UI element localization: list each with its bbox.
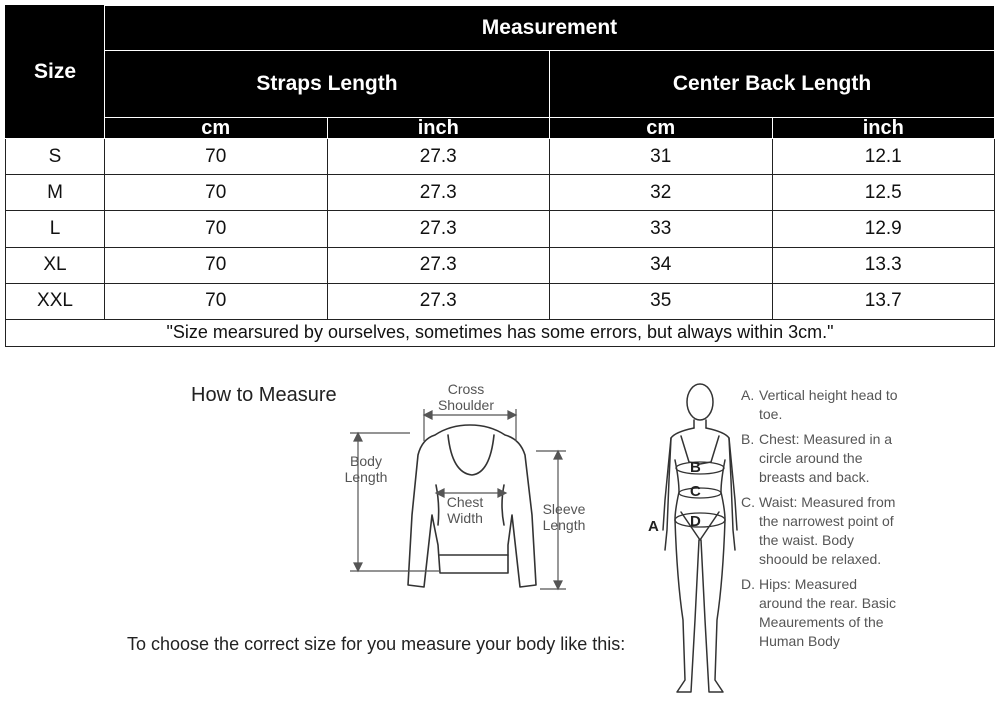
table-cell: 13.3 [772,247,995,283]
table-cell: 70 [105,247,328,283]
table-cell: 13.7 [772,283,995,319]
right-leg-outline [701,520,725,692]
table-cell: 34 [550,247,773,283]
measurement-note: "Size mearsured by ourselves, sometimes has some errors, but always within 3cm." [6,319,995,346]
head-outline [687,384,713,420]
table-row [6,139,995,175]
legend-text: Vertical height head to toe. [759,387,898,422]
unit-header: cm [105,118,328,139]
legend-key: C. [741,494,755,510]
size-cell: L [6,211,105,247]
size-chart-table [5,5,995,347]
size-column-header: Size [6,6,105,139]
measurement-header: Measurement [105,6,995,51]
legend-item [741,430,991,487]
garment-fold [436,485,439,525]
table-row [6,211,995,247]
note-row [6,319,995,346]
size-cell: XXL [6,283,105,319]
size-instruction: To choose the correct size for you measure your body like this: [127,634,626,654]
legend-key: A. [741,387,755,403]
table-cell: 31 [550,139,773,175]
table-cell: 27.3 [327,139,550,175]
body-point-c: C [690,483,701,500]
table-cell: 70 [105,139,328,175]
size-cell: M [6,175,105,211]
body-point-d: D [690,513,701,530]
table-cell: 27.3 [327,211,550,247]
table-cell: 27.3 [327,283,550,319]
table-cell: 27.3 [327,247,550,283]
table-cell: 12.1 [772,139,995,175]
straps-length-header: Straps Length [105,51,550,118]
legend-item [741,575,991,651]
unit-header: inch [327,118,550,139]
size-cell: S [6,139,105,175]
table-row [6,283,995,319]
size-cell: XL [6,247,105,283]
table-cell: 12.5 [772,175,995,211]
table-cell: 70 [105,283,328,319]
table-cell: 70 [105,211,328,247]
table-cell: 32 [550,175,773,211]
legend-text: Hips: Measured around the rear. Basic Meaurements of the Human Body [759,576,896,649]
body-point-a: A [648,518,659,535]
cross-shoulder-label: Cross Shoulder [437,381,495,413]
center-back-length-header: Center Back Length [550,51,995,118]
legend-item [741,386,991,424]
unit-header: inch [772,118,995,139]
body-point-b: B [690,459,701,476]
sleeve-length-label: Sleeve Length [542,501,586,533]
legend-key: D. [741,576,755,592]
how-to-measure-title: How to Measure [191,384,337,406]
body-figure [645,380,745,710]
table-row [6,247,995,283]
garment-neckline [448,435,494,475]
measurement-legend [741,386,991,657]
unit-header: cm [550,118,773,139]
neck-outline [694,420,706,428]
legend-item [741,493,991,569]
left-leg-outline [675,520,699,692]
table-cell: 70 [105,175,328,211]
chest-width-label: Chest Width [446,494,484,526]
table-cell: 35 [550,283,773,319]
table-cell: 12.9 [772,211,995,247]
body-length-label: Body Length [344,453,388,485]
legend-text: Waist: Measured from the narrowest point of the waist. Body shoould be relaxed. [759,494,896,567]
table-cell: 27.3 [327,175,550,211]
table-row [6,175,995,211]
legend-text: Chest: Measured in a circle around the breasts and back. [759,431,893,485]
legend-key: B. [741,431,755,447]
table-cell: 33 [550,211,773,247]
